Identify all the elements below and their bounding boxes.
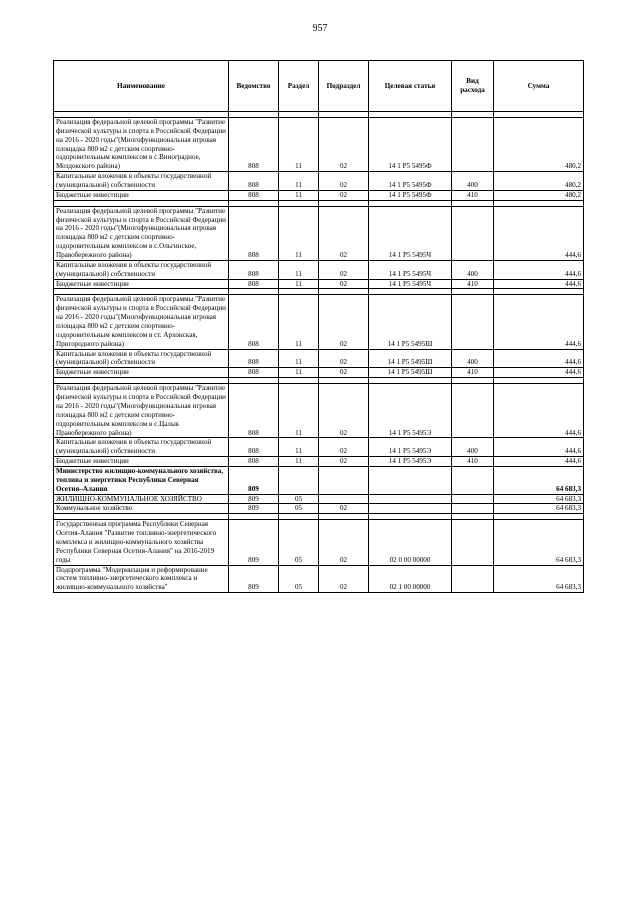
cell-section: 05 <box>279 520 319 565</box>
cell-name: Подпрограмма "Модернизация и реформирование систем топливно-энергетического комплекса и жилищно-коммунального хозяйства" <box>54 565 229 593</box>
cell-sum: 444,6 <box>494 349 584 368</box>
cell-sum: 444,6 <box>494 279 584 289</box>
table-header-row <box>54 61 584 112</box>
cell-section: 11 <box>279 438 319 457</box>
header-article: Целевая статья <box>369 61 452 112</box>
cell-agency: 808 <box>229 260 279 279</box>
cell-agency: 808 <box>229 384 279 438</box>
header-expense-type: Вид расхода <box>452 61 494 112</box>
cell-expense-type: 410 <box>452 457 494 467</box>
cell-subsection: 02 <box>319 295 369 349</box>
cell-subsection: 02 <box>319 504 369 514</box>
cell-name: Капитальные вложения в объекты государственной (муниципальной) собственности <box>54 172 229 191</box>
cell-article: 14 1 Р5 5495Ч <box>369 206 452 260</box>
cell-name: ЖИЛИЩНО-КОММУНАЛЬНОЕ ХОЗЯЙСТВО <box>54 494 229 504</box>
cell-subsection: 02 <box>319 349 369 368</box>
cell-agency: 808 <box>229 295 279 349</box>
cell-name: Реализация федеральной целевой программы "Развитие физической культуры и спорта в Российской Федерации на 2016 - 2020 годы"(Многофункциональная игровая площадка 800 м2 с детским спортивно-оздоровительным комплексом в ст. Архонская, Пригородного района) <box>54 295 229 349</box>
cell-agency: 808 <box>229 368 279 378</box>
cell-name: Бюджетные инвестиции <box>54 279 229 289</box>
table-row <box>54 504 584 514</box>
cell-expense-type <box>452 520 494 565</box>
cell-article <box>369 466 452 494</box>
cell-sum: 64 683,3 <box>494 565 584 593</box>
cell-name: Министерство жилищно-коммунального хозяйства, топлива и энергетики Республики Северная Осетия–Алания <box>54 466 229 494</box>
cell-article: 14 1 Р5 5495Ш <box>369 349 452 368</box>
table-body <box>54 112 584 593</box>
cell-section: 11 <box>279 118 319 172</box>
cell-sum: 444,6 <box>494 368 584 378</box>
cell-name: Реализация федеральной целевой программы "Развитие физической культуры и спорта в Российской Федерации на 2016 - 2020 годы"(Многофункциональная игровая площадка 800 м2 с детским спортивно-оздоровительным комплексом в с.Виноградное, Моздокского района) <box>54 118 229 172</box>
cell-article: 02 1 00 00000 <box>369 565 452 593</box>
cell-subsection: 02 <box>319 438 369 457</box>
table-row <box>54 494 584 504</box>
cell-subsection: 02 <box>319 172 369 191</box>
cell-sum: 480,2 <box>494 190 584 200</box>
cell-agency: 809 <box>229 466 279 494</box>
budget-table <box>53 60 584 593</box>
table-row <box>54 520 584 565</box>
table-row <box>54 118 584 172</box>
cell-section: 11 <box>279 384 319 438</box>
cell-expense-type <box>452 466 494 494</box>
cell-agency: 808 <box>229 190 279 200</box>
cell-section: 11 <box>279 172 319 191</box>
cell-article: 14 1 Р5 5495Э <box>369 457 452 467</box>
cell-section: 05 <box>279 494 319 504</box>
cell-section: 11 <box>279 206 319 260</box>
cell-subsection: 02 <box>319 206 369 260</box>
cell-article: 14 1 Р5 5495Ф <box>369 190 452 200</box>
cell-subsection: 02 <box>319 368 369 378</box>
cell-sum: 444,6 <box>494 260 584 279</box>
cell-article: 14 1 Р5 5495Ш <box>369 368 452 378</box>
cell-agency: 808 <box>229 457 279 467</box>
cell-article: 14 1 Р5 5495Ш <box>369 295 452 349</box>
cell-name: Капитальные вложения в объекты государственной (муниципальной) собственности <box>54 438 229 457</box>
cell-section: 11 <box>279 190 319 200</box>
cell-agency: 808 <box>229 172 279 191</box>
cell-subsection <box>319 494 369 504</box>
cell-section: 11 <box>279 349 319 368</box>
cell-article: 14 1 Р5 5495Ф <box>369 172 452 191</box>
cell-name: Коммунальное хозяйство <box>54 504 229 514</box>
cell-agency: 808 <box>229 279 279 289</box>
cell-name: Капитальные вложения в объекты государственной (муниципальной) собственности <box>54 349 229 368</box>
table-row <box>54 565 584 593</box>
cell-agency: 809 <box>229 494 279 504</box>
cell-subsection <box>319 466 369 494</box>
table-row <box>54 172 584 191</box>
table-row <box>54 349 584 368</box>
cell-agency: 808 <box>229 349 279 368</box>
header-section: Раздел <box>279 61 319 112</box>
cell-article <box>369 504 452 514</box>
cell-expense-type: 400 <box>452 260 494 279</box>
cell-expense-type <box>452 295 494 349</box>
table-row <box>54 295 584 349</box>
cell-expense-type <box>452 206 494 260</box>
cell-sum: 64 683,3 <box>494 504 584 514</box>
cell-agency: 809 <box>229 565 279 593</box>
cell-subsection: 02 <box>319 190 369 200</box>
cell-expense-type: 400 <box>452 172 494 191</box>
cell-section: 11 <box>279 368 319 378</box>
cell-agency: 808 <box>229 118 279 172</box>
cell-expense-type <box>452 118 494 172</box>
cell-name: Реализация федеральной целевой программы "Развитие физической культуры и спорта в Российской Федерации на 2016 - 2020 годы"(Многофункциональная игровая площадка 800 м2 с детским спортивно-оздоровительным комплексом в с.Цалык Правобережного района) <box>54 384 229 438</box>
table-row <box>54 206 584 260</box>
cell-section: 05 <box>279 565 319 593</box>
cell-name: Бюджетные инвестиции <box>54 368 229 378</box>
cell-sum: 64 683,3 <box>494 466 584 494</box>
page-number: 957 <box>312 23 328 34</box>
cell-sum: 444,6 <box>494 206 584 260</box>
header-name: Наименование <box>54 61 229 112</box>
cell-name: Бюджетные инвестиции <box>54 190 229 200</box>
cell-article: 14 1 Р5 5495Ф <box>369 118 452 172</box>
header-sum: Сумма <box>494 61 584 112</box>
cell-article: 14 1 Р5 5495Э <box>369 438 452 457</box>
cell-article: 14 1 Р5 5495Ч <box>369 279 452 289</box>
cell-name: Реализация федеральной целевой программы "Развитие физической культуры и спорта в Российской Федерации на 2016 - 2020 годы"(Многофункциональная игровая площадка 800 м2 с детским спортивно-оздоровительным комплексом в с.Ольгинское, Правобережного района) <box>54 206 229 260</box>
cell-agency: 809 <box>229 504 279 514</box>
table-row <box>54 457 584 467</box>
cell-name: Бюджетные инвестиции <box>54 457 229 467</box>
cell-section: 11 <box>279 260 319 279</box>
cell-section: 11 <box>279 457 319 467</box>
cell-expense-type: 410 <box>452 190 494 200</box>
table-row <box>54 190 584 200</box>
cell-sum: 444,6 <box>494 457 584 467</box>
cell-article: 14 1 Р5 5495Э <box>369 384 452 438</box>
cell-sum: 444,6 <box>494 384 584 438</box>
cell-sum: 480,2 <box>494 172 584 191</box>
cell-section <box>279 466 319 494</box>
cell-subsection: 02 <box>319 279 369 289</box>
table-row <box>54 384 584 438</box>
table-row <box>54 279 584 289</box>
cell-sum: 480,2 <box>494 118 584 172</box>
cell-sum: 64 683,3 <box>494 494 584 504</box>
cell-expense-type: 400 <box>452 349 494 368</box>
cell-name: Государственная программа Республики Северная Осетия-Алания "Развитие топливно-энергетического комплекса и жилищно-коммунального хозяйства Республики Северная Осетия-Алания" на 2016-2019 годы <box>54 520 229 565</box>
cell-expense-type <box>452 504 494 514</box>
cell-subsection: 02 <box>319 118 369 172</box>
header-subsection: Подраздел <box>319 61 369 112</box>
cell-agency: 809 <box>229 520 279 565</box>
cell-article: 14 1 Р5 5495Ч <box>369 260 452 279</box>
cell-subsection: 02 <box>319 384 369 438</box>
cell-expense-type: 410 <box>452 368 494 378</box>
cell-name: Капитальные вложения в объекты государственной (муниципальной) собственности <box>54 260 229 279</box>
cell-expense-type: 400 <box>452 438 494 457</box>
table-row <box>54 466 584 494</box>
cell-section: 11 <box>279 279 319 289</box>
cell-section: 05 <box>279 504 319 514</box>
cell-expense-type: 410 <box>452 279 494 289</box>
cell-section: 11 <box>279 295 319 349</box>
cell-expense-type <box>452 565 494 593</box>
cell-article <box>369 494 452 504</box>
cell-expense-type <box>452 384 494 438</box>
header-agency: Ведомство <box>229 61 279 112</box>
cell-article: 02 0 00 00000 <box>369 520 452 565</box>
cell-expense-type <box>452 494 494 504</box>
cell-sum: 444,6 <box>494 295 584 349</box>
cell-subsection: 02 <box>319 520 369 565</box>
cell-sum: 444,6 <box>494 438 584 457</box>
table-row <box>54 438 584 457</box>
table-row <box>54 368 584 378</box>
cell-agency: 808 <box>229 206 279 260</box>
cell-agency: 808 <box>229 438 279 457</box>
cell-subsection: 02 <box>319 457 369 467</box>
cell-sum: 64 683,3 <box>494 520 584 565</box>
cell-subsection: 02 <box>319 260 369 279</box>
cell-subsection: 02 <box>319 565 369 593</box>
table-row <box>54 260 584 279</box>
